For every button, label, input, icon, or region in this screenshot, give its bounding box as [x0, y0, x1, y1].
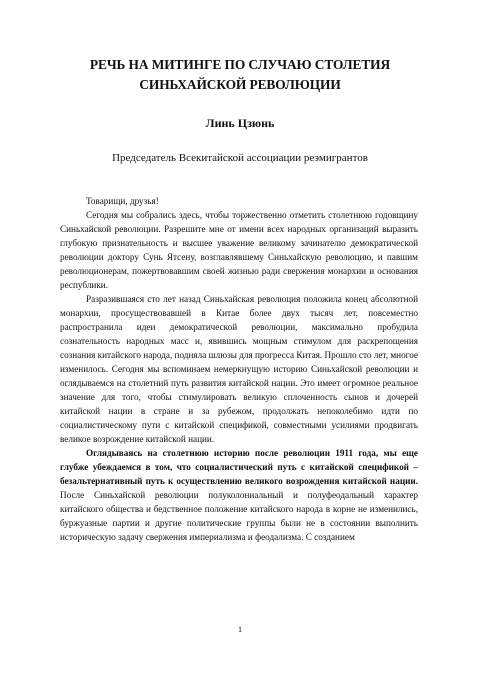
page-number: 1: [237, 624, 243, 634]
author-name: Линь Цзюнь: [205, 116, 275, 130]
document-title-line-1: РЕЧЬ НА МИТИНГЕ ПО СЛУЧАЮ СТОЛЕТИЯ: [89, 57, 391, 72]
document-body: [60, 194, 418, 544]
document-title: [60, 55, 420, 95]
body-paragraph-3-bold-lead: Оглядываясь на столетнюю историю после революции 1911 года, мы еще глубже убеждаемся в том, что социалистический путь с китайской спецификой – безальтернативный путь к осуществлению великого возрождения китайской нации.: [60, 448, 418, 487]
body-paragraph-3-rest: После Синьхайской революции полуколониальный и полуфеодальный характер китайского общества и бедственное положение китайского народа в корне не изменились, буржуазные партии и другие политические группы были не в состоянии выполнить историческую задачу свержения империализма и феодализма. С созданием: [60, 490, 418, 543]
body-paragraph-1: Сегодня мы собрались здесь, чтобы торжественно отметить столетнюю годовщину Синьхайской революции. Разрешите мне от имени всех народных организаций выразить глубокую признательность и высшее уважение великому зачинателю демократической революции доктору Сунь Ятсену, возглавлявшему Синьхайскую революцию, и павшим революционерам, пожертвовавшим своей жизнью ради свержения монархии и основания республики.: [60, 210, 418, 291]
body-paragraph-3: [60, 446, 418, 544]
greeting-paragraph: Товарищи, друзья!: [86, 196, 159, 206]
body-paragraph-2: Разразившаяся сто лет назад Синьхайская революция положила конец абсолютной монархии, просуществовавшей в Китае более двух тысяч лет, повсеместно распространила идеи демократической революции, максимально пробудила сознательность народных масс и, явившись мощным стимулом для раскрепощения сознания китайского народа, подняла шлюзы для прогресса Китая. Прошло сто лет, многое изменилось. Сегодня мы вспоминаем немеркнущую историю Синьхайской революции и оглядываемся на столетний путь развития китайской нации. Это имеет огромное реальное значение для того, чтобы стимулировать великую сплоченность сынов и дочерей китайской нации в стране и за рубежом, продолжать непоколебимо идти по социалистическому пути с китайской спецификой, совместными усилиями продвигать великое возрождение китайской нации.: [60, 294, 418, 445]
document-title-line-2: СИНЬХАЙСКОЙ РЕВОЛЮЦИИ: [139, 77, 341, 92]
author-position: Председатель Всекитайской ассоциации реэмигрантов: [112, 152, 368, 164]
